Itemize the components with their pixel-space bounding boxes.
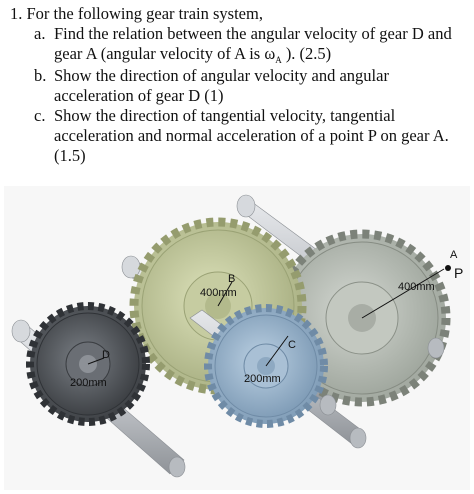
question-title: 1. For the following gear train system, [10, 4, 263, 23]
dimension-gear-a: 400mm [398, 281, 435, 293]
dimension-gear-d: 200mm [70, 377, 107, 389]
part-b-text: Show the direction of angular velocity and angular acceleration of gear D (1) [54, 66, 389, 105]
dimension-gear-b: 400mm [200, 287, 237, 299]
label-point-p: P [454, 265, 464, 281]
label-gear-c: C [288, 339, 296, 351]
label-gear-b: B [228, 273, 236, 285]
gear-train-figure [4, 186, 470, 490]
part-c-letter: c. [34, 106, 46, 125]
part-a-text [54, 24, 470, 66]
gear-train-svg [4, 186, 470, 490]
omega-subscript: A [275, 55, 282, 65]
part-a-text-end: ). (2.5) [281, 44, 332, 63]
part-c [34, 106, 470, 166]
part-a-letter: a. [34, 24, 46, 43]
part-a-text-main: Find the relation between the angular velocity of gear D and gear A (angular velocity of A is ω [54, 24, 452, 63]
label-gear-a: A [450, 249, 458, 261]
question-block [10, 4, 470, 166]
part-b-letter: b. [34, 66, 47, 85]
part-a [34, 24, 470, 66]
point-p-marker [445, 265, 451, 271]
part-b [34, 66, 470, 106]
label-gear-d: D [102, 349, 110, 361]
part-c-text: Show the direction of tangential velocity, tangential acceleration and normal acceleration of a point P on gear A. (1.5) [54, 106, 449, 165]
dimension-gear-c: 200mm [244, 373, 281, 385]
